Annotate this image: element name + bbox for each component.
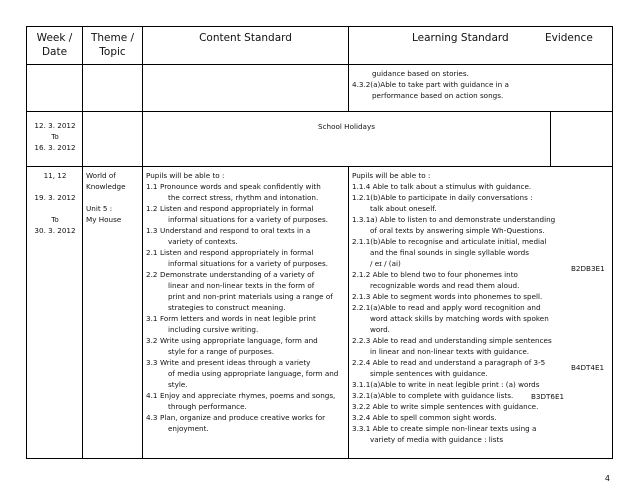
content-standard-text: the correct stress, rhythm and intonation. xyxy=(168,193,319,202)
content-standard-line xyxy=(146,225,346,236)
content-standard-text: of media using appropriate language, form and xyxy=(168,369,339,378)
row3-week: 11, 12 19. 3. 2012 To 30. 3. 2012 xyxy=(27,167,83,459)
content-standard-line xyxy=(146,192,346,203)
content-standard-line xyxy=(146,269,346,280)
learning-standard-line: 2.1.2 Able to blend two to four phonemes into xyxy=(352,270,518,279)
header-content-standard: Content Standard xyxy=(143,27,349,65)
row3-theme: World of Knowledge Unit 5 : My House xyxy=(83,167,143,459)
learning-standard-line: in linear and non-linear texts with guidance. xyxy=(370,347,530,356)
learning-standard-line: 1.1.4 Able to talk about a stimulus with guidance. xyxy=(352,182,532,191)
content-standard-line xyxy=(146,423,346,434)
row1-learning: guidance based on stories. 4.3.2(a)Able to take part with guidance in a performance based on action songs. xyxy=(349,65,613,112)
content-standard-number: 4.3 xyxy=(146,413,158,422)
content-standard-text: Enjoy and appreciate rhymes, poems and songs, xyxy=(160,391,336,400)
content-standard-line xyxy=(146,412,346,423)
content-standard-number xyxy=(146,291,160,302)
content-standard-number: 2.2 xyxy=(146,270,158,279)
content-standard-text: including cursive writing. xyxy=(168,325,259,334)
content-standard-text: enjoyment. xyxy=(168,424,209,433)
learning-standard-line: 3.2.1(a)Able to complete with guidance lists. xyxy=(352,391,514,400)
lesson-plan-table xyxy=(26,26,613,459)
content-standard-text: Form letters and words in neat legible print xyxy=(160,314,316,323)
school-holidays-label: School Holidays xyxy=(143,112,551,167)
content-standard-text: Demonstrate understanding of a variety of xyxy=(160,270,315,279)
content-standard-line xyxy=(146,368,346,379)
content-standard-line xyxy=(146,214,346,225)
row3-content-standard: Pupils will be able to : 1.1 Pronounce words and speak confidently with the correct stress, rhythm and intonation. 1.2 Listen and respond appropriately in formal informal situations for a variety of purposes. 1.3 Understand and respond to oral texts in a variety of contexts. 2.1 Listen and respond appropriately in formal informal situations for a variety of purposes. 2.2 Demonstrate understanding of a variety of linear and non-linear texts in the form of print and non-print materials using a range of strategies to construct meaning. 3.1 Form letters and words in neat legible print including cursive writing. 3.2 Write using appropriate language, form and style for a range of purposes. 3.3 Write and present ideas through a variety of media using appropriate language, form and style. 4.1 Enjoy and appreciate rhymes, poems and songs, through performance. 4.3 Plan, organize and produce creative works for enjoyment. xyxy=(143,167,349,459)
content-standard-text: strategies to construct meaning. xyxy=(168,303,286,312)
content-standard-number: 2.1 xyxy=(146,248,158,257)
content-standard-number xyxy=(146,192,160,203)
header-theme: Theme / xyxy=(90,32,135,44)
content-standard-text: informal situations for a variety of purposes. xyxy=(168,259,328,268)
content-standard-text: style for a range of purposes. xyxy=(168,347,275,356)
header-date: Date xyxy=(41,46,68,58)
learning-standard-line: recognizable words and read them aloud. xyxy=(370,281,520,290)
learning-standard-line: simple sentences with guidance. xyxy=(370,369,488,378)
learning-standard-line: 3.2.2 Able to write simple sentences with guidance. xyxy=(352,402,539,411)
row-unit5 xyxy=(27,167,613,459)
learning-standard-line: and the final sounds in single syllable words xyxy=(370,248,529,257)
content-standard-number xyxy=(146,423,160,434)
content-standard-text: Listen and respond appropriately in formal xyxy=(160,248,314,257)
content-standard-number: 1.3 xyxy=(146,226,158,235)
learning-standard-line: 2.2.4 Able to read and understand a paragraph of 3-5 xyxy=(352,358,546,367)
learning-standard-line: word. xyxy=(370,325,390,334)
content-standard-line xyxy=(146,313,346,324)
content-standard-number: 4.1 xyxy=(146,391,158,400)
content-standard-number xyxy=(146,236,160,247)
learning-standard-line: word attack skills by matching words with spoken xyxy=(370,314,549,323)
content-standard-number: 1.2 xyxy=(146,204,158,213)
content-standard-line xyxy=(146,357,346,368)
learning-standard-line: variety of media with guidance : lists xyxy=(370,435,504,444)
content-standard-text: Listen and respond appropriately in formal xyxy=(160,204,314,213)
content-standard-line xyxy=(146,302,346,313)
header-evidence: Evidence xyxy=(545,32,593,44)
row3-learning-standard: Pupils will be able to : 1.1.4 Able to talk about a stimulus with guidance. 1.2.1(b)Able to participate in daily conversations : talk about oneself. 1.3.1a) Able to listen to and demonstrate understanding of oral texts by answering simple Wh-Questions. 2.1.1(b)Able to recognise and articulate initial, medial and the final sounds in single syllable words / eɪ / (ai) 2.1.2 Able to blend two to four phonemes into recognizable words and read them aloud. 2.1.3 Able to segment words into phonemes to spell. 2.2.1(a)Able to read and apply word recognition and word attack skills by matching words with spoken word. 2.2.3 Able to read and understanding simple sentences in linear and non-linear texts with guidance. 2.2.4 Able to read and understand a paragraph of 3-5 simple sentences with guidance. 3.1.1(a)Able to write in neat legible print : (a) words 3.2.1(a)Able to complete with guidance lists. 3.2.2 Able to write simple sentences with guidance. 3.2.4 Able to spell common sight words. 3.3.1 Able to create simple non-linear texts using a variety of media with guidance : lists xyxy=(349,167,613,459)
learning-standard-line: of oral texts by answering simple Wh-Questions. xyxy=(370,226,545,235)
content-standard-line xyxy=(146,247,346,258)
header-topic: Topic xyxy=(99,46,126,58)
learning-standard-line: 2.2.3 Able to read and understanding simple sentences xyxy=(352,336,552,345)
learning-standard-line: 1.2.1(b)Able to participate in daily conversations : xyxy=(352,193,533,202)
content-standard-text: Plan, organize and produce creative works for xyxy=(160,413,326,422)
content-standard-text: informal situations for a variety of purposes. xyxy=(168,215,328,224)
learning-standard-list xyxy=(352,181,610,445)
content-standard-line xyxy=(146,346,346,357)
learning-standard-line: 3.3.1 Able to create simple non-linear texts using a xyxy=(352,424,537,433)
evidence-code-1: B2DB3E1 xyxy=(571,264,605,273)
content-standard-number xyxy=(146,401,160,412)
header-learning-evidence xyxy=(349,27,613,65)
header-week: Week / xyxy=(36,32,73,44)
content-standard-number: 1.1 xyxy=(146,182,158,191)
content-standard-line xyxy=(146,379,346,390)
content-standard-text: print and non-print materials using a range of xyxy=(168,292,333,301)
content-standard-text: linear and non-linear texts in the form of xyxy=(168,281,315,290)
header-learning-standard: Learning Standard xyxy=(412,32,509,44)
learning-standard-line: / eɪ / (ai) xyxy=(370,259,401,268)
content-standard-number: 3.3 xyxy=(146,358,158,367)
content-standard-line xyxy=(146,181,346,192)
content-standard-line xyxy=(146,280,346,291)
row-continued xyxy=(27,65,613,112)
content-standard-number xyxy=(146,368,160,379)
content-standard-number xyxy=(146,214,160,225)
content-standard-text: Write and present ideas through a variety xyxy=(160,358,311,367)
row2-dates: 12. 3. 2012 To 16. 3. 2012 xyxy=(27,112,83,167)
content-standard-number xyxy=(146,379,160,390)
content-standard-text: Write using appropriate language, form and xyxy=(160,336,318,345)
content-standard-line xyxy=(146,401,346,412)
content-standard-line xyxy=(146,324,346,335)
content-standard-number xyxy=(146,324,160,335)
content-standard-line xyxy=(146,258,346,269)
evidence-code-3: B3DT6E1 xyxy=(531,392,565,401)
header-row xyxy=(27,27,613,65)
content-standard-text: variety of contexts. xyxy=(168,237,238,246)
content-standard-number xyxy=(146,346,160,357)
content-standard-line xyxy=(146,203,346,214)
learning-standard-line: 1.3.1a) Able to listen to and demonstrate understanding xyxy=(352,215,556,224)
content-standard-text: through performance. xyxy=(168,402,247,411)
content-standard-number: 3.2 xyxy=(146,336,158,345)
content-standard-number: 3.1 xyxy=(146,314,158,323)
content-standard-line xyxy=(146,291,346,302)
content-standard-list xyxy=(146,181,346,434)
content-standard-line xyxy=(146,236,346,247)
content-standard-line xyxy=(146,335,346,346)
row-holidays xyxy=(27,112,613,167)
learning-standard-line: 3.2.4 Able to spell common sight words. xyxy=(352,413,497,422)
learning-standard-line: 2.1.3 Able to segment words into phonemes to spell. xyxy=(352,292,543,301)
header-week-date xyxy=(27,27,83,65)
content-standard-text: Understand and respond to oral texts in a xyxy=(160,226,311,235)
learning-standard-line: talk about oneself. xyxy=(370,204,437,213)
content-standard-number xyxy=(146,302,160,313)
learning-standard-line: 2.2.1(a)Able to read and apply word recognition and xyxy=(352,303,541,312)
content-standard-text: style. xyxy=(168,380,188,389)
page-number: 4 xyxy=(604,474,610,483)
learning-standard-line: 2.1.1(b)Able to recognise and articulate initial, medial xyxy=(352,237,547,246)
learning-standard-line: 3.1.1(a)Able to write in neat legible print : (a) words xyxy=(352,380,540,389)
header-theme-topic xyxy=(83,27,143,65)
evidence-code-2: B4DT4E1 xyxy=(571,363,605,372)
content-standard-text: Pronounce words and speak confidently with xyxy=(160,182,321,191)
content-standard-line xyxy=(146,390,346,401)
content-standard-number xyxy=(146,280,160,291)
content-standard-number xyxy=(146,258,160,269)
